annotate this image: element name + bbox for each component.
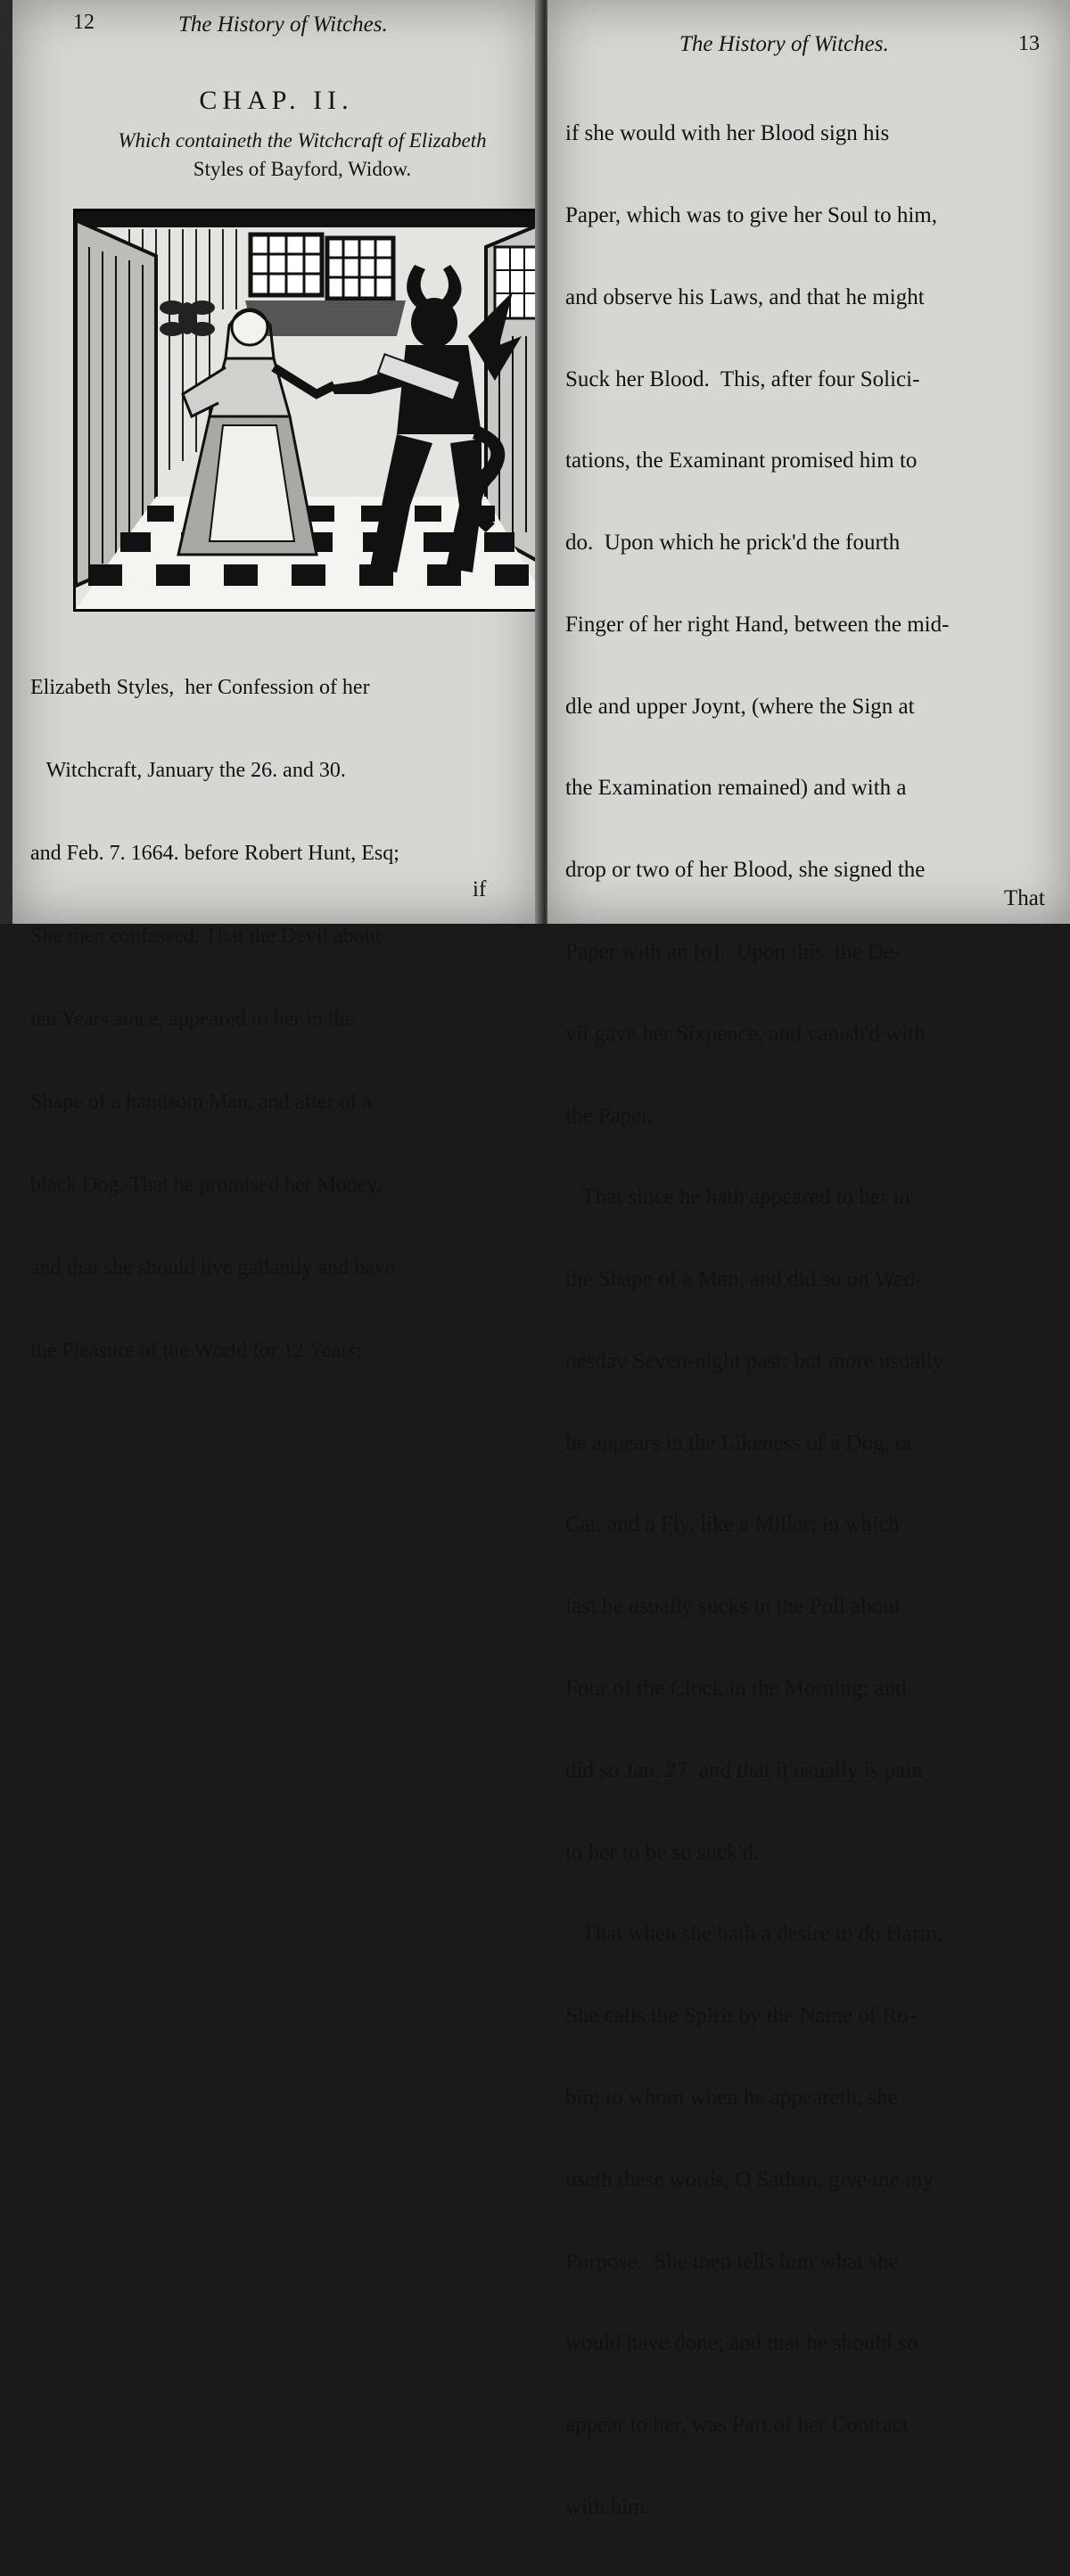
text-line: Elizabeth Styles, her Confession of her	[30, 676, 370, 699]
catchword-right: That	[1004, 886, 1045, 910]
text-line: to her to be so suck'd.	[565, 1839, 759, 1864]
text-line: do. Upon which he prick'd the fourth	[565, 531, 901, 556]
text-line: the Pleasure of the World for 12 Years;	[30, 1339, 363, 1362]
page-number-right: 13	[1018, 32, 1040, 55]
subtitle-line-1: Which containeth the Witchcraft of Elizabeth	[118, 129, 487, 152]
text-line: last he usually sucks in the Poll about	[565, 1594, 901, 1619]
left-page-text	[30, 619, 399, 1420]
page-number-left: 12	[73, 11, 95, 34]
text-line: black Dog. That he promised her Money,	[30, 1173, 382, 1197]
text-line: useth these words, O Sathan, give me my	[565, 2167, 934, 2192]
text-line: Cat, and a Fly, like a Millar; in which	[565, 1512, 900, 1537]
right-page	[547, 0, 1070, 2519]
text-line: drop or two of her Blood, she signed the	[565, 858, 926, 883]
text-line: he appears in the Likeness of a Dog, or	[565, 1430, 914, 1455]
chapter-heading: CHAP. II.	[199, 86, 354, 115]
text-line: with him.	[565, 2494, 651, 2519]
text-line: the Examination remained) and with a	[565, 776, 907, 801]
text-line: Shape of a handsom Man, and after of a	[30, 1090, 373, 1114]
text-line: Paper, which was to give her Soul to him,	[565, 202, 937, 227]
text-line: bin; to whom when he appeareth, she	[565, 2085, 898, 2110]
text-line: Paper with an [o]. Upon this, the De-	[565, 940, 901, 964]
text-line: Four of the Clock in the Morning; and	[565, 1676, 907, 1701]
text-line: Witchcraft, January the 26. and 30.	[30, 759, 346, 782]
text-line: if she would with her Blood sign his	[565, 121, 890, 146]
text-line: tations, the Examinant promised him to	[565, 449, 918, 473]
text-line: would have done; and that he should so	[565, 2331, 918, 2356]
chapter-subtitle	[57, 127, 547, 184]
running-head-right: The History of Witches.	[679, 32, 889, 56]
text-line: Suck her Blood. This, after four Solici-	[565, 366, 920, 391]
text-line: She then confessed, That the Devil about	[30, 925, 382, 948]
text-line: Finger of her right Hand, between the mid-	[565, 612, 950, 637]
text-line: and Feb. 7. 1664. before Robert Hunt, Esq;	[30, 842, 399, 865]
text-line: the Shape of a Man, and did so on Wed-	[565, 1267, 923, 1292]
text-line: That since he hath appeared to her in	[565, 1185, 910, 1210]
text-line: Purpose. She then tells him what she	[565, 2249, 899, 2274]
text-line: ten Years since, appeared to her in the	[30, 1008, 355, 1031]
text-line: dle and upper Joynt, (where the Sign at	[565, 694, 915, 719]
text-line: appear to her, was Part of her Contract	[565, 2413, 909, 2438]
text-line: nesday Seven-night past; but more usually	[565, 1348, 944, 1373]
text-line: vil gave her Sixpence, and vanish'd with	[565, 1021, 926, 1046]
text-line: did so Jan. 27. and that it usually is pain	[565, 1757, 923, 1782]
text-line: and observe his Laws, and that he might	[565, 284, 925, 309]
catchword-left: if	[473, 877, 487, 901]
text-line: and that she should live gallantly and have	[30, 1256, 395, 1280]
right-page-text	[565, 66, 949, 2576]
woodcut-illustration	[73, 209, 553, 612]
text-line: She calls the Spirit by the Name of Ro-	[565, 2004, 916, 2029]
text-line: That when she hath a desire to do Harm,	[565, 1922, 943, 1946]
running-head-left: The History of Witches.	[178, 12, 388, 37]
text-line: the Paper.	[565, 1103, 654, 1128]
subtitle-line-2: Styles of Bayford, Widow.	[193, 158, 412, 180]
left-page	[12, 0, 540, 1362]
